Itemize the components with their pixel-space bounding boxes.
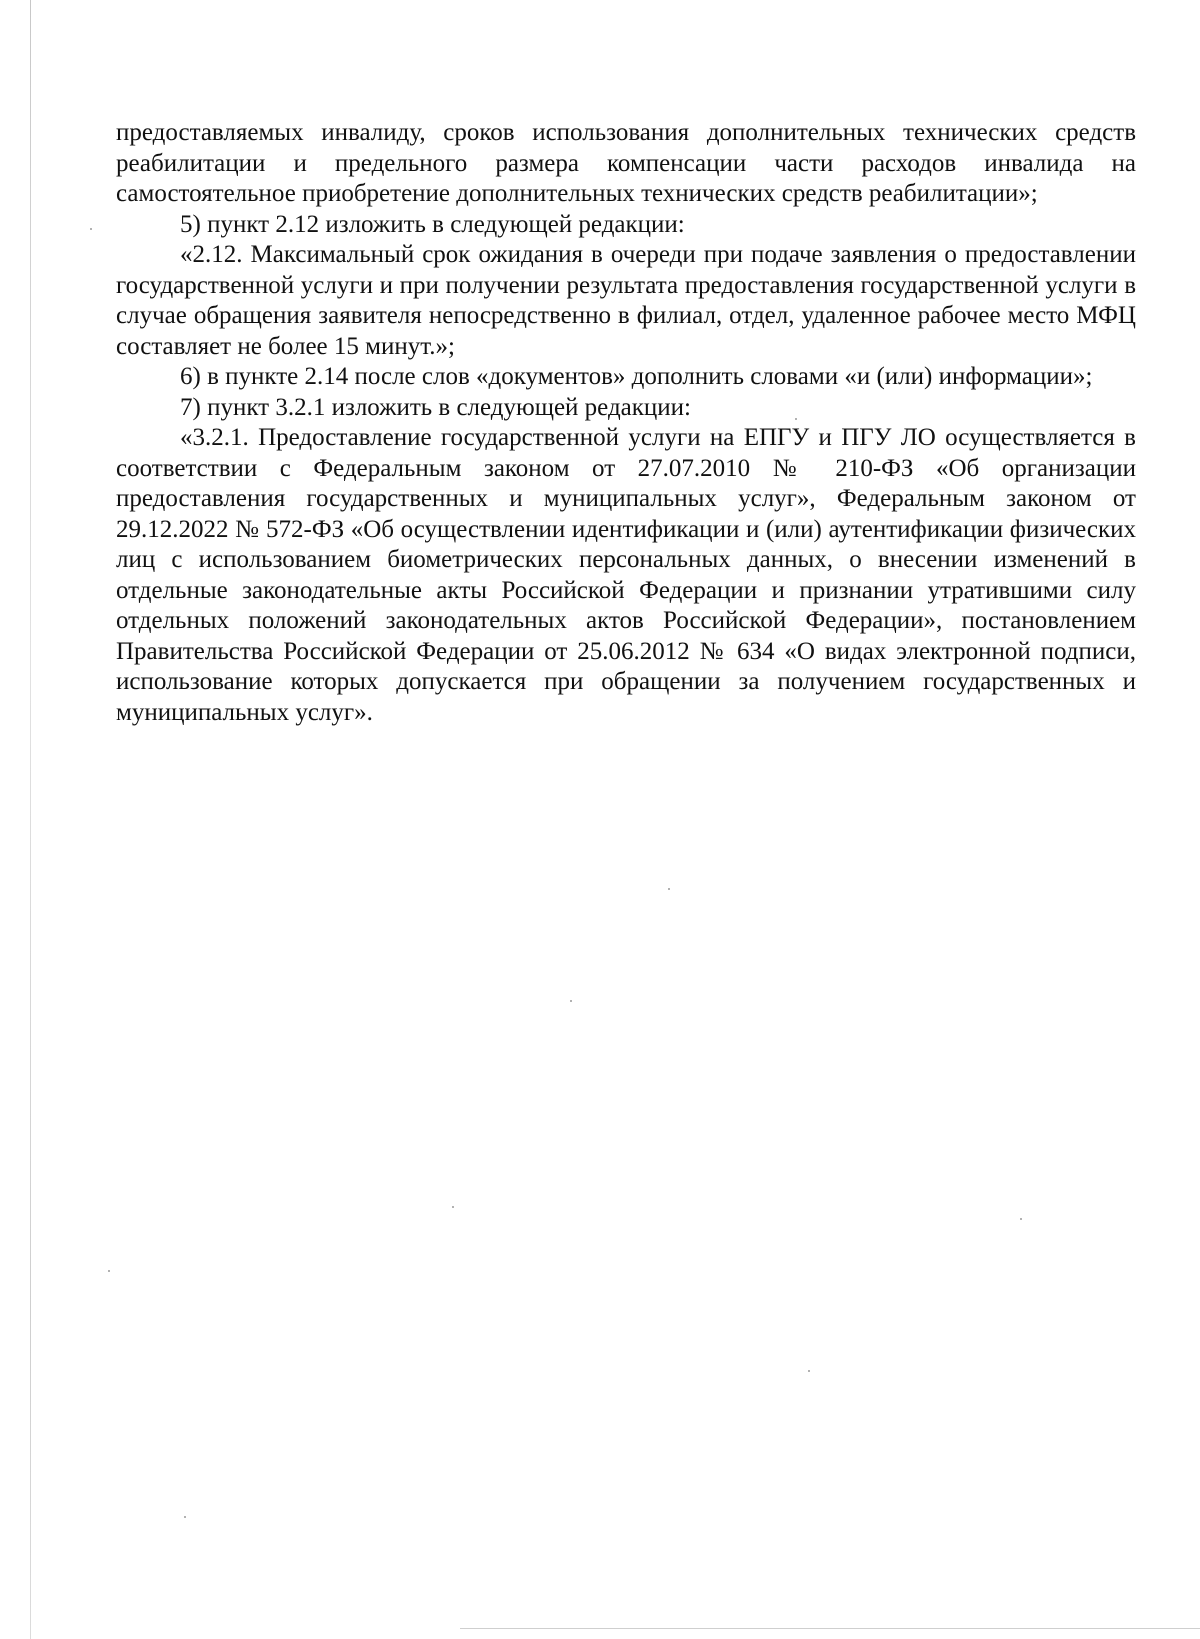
item-6: 6) в пункте 2.14 после слов «документов» дополнить словами «и (или) информации»; xyxy=(180,363,1093,390)
scan-speck xyxy=(668,888,670,890)
item-5: 5) пункт 2.12 изложить в следующей редакции: xyxy=(180,210,685,238)
scan-speck xyxy=(108,1270,110,1272)
item-7: 7) пункт 3.2.1 изложить в следующей редакции: xyxy=(180,393,691,421)
quoted-clause-2-12: «2.12. Максимальный срок ожидания в очереди при подаче заявления о предоставлении государственной услуги и при получении результата предоставления государственной услуги в случае обращения заявителя непосредственно в филиал, отдел, удаленное рабочее место МФЦ составляет не более 15 минут.»; xyxy=(116,241,1136,360)
paragraph-continuation: предоставляемых инвалиду, сроков использования дополнительных технических средств реабилитации и предельного размера компенсации части расходов инвалида на самостоятельное приобретение дополнительных технических средств реабилитации»; xyxy=(116,119,1136,207)
scan-speck xyxy=(1020,1218,1022,1220)
scan-speck xyxy=(808,1370,810,1372)
document-body xyxy=(116,118,1136,728)
scan-speck xyxy=(452,1206,454,1208)
scan-speck xyxy=(90,228,92,230)
quoted-clause-3-2-1: «3.2.1. Предоставление государственной услуги на ЕПГУ и ПГУ ЛО осуществляется в соответствии с Федеральным законом от 27.07.2010 № 210-ФЗ «Об организации предоставления государственных и муниципальных услуг», Федеральным законом от 29.12.2022 № 572-ФЗ «Об осуществлении идентификации и (или) аутентификации физических лиц с использованием биометрических персональных данных, о внесении изменений в отдельные законодательные акты Российской Федерации и признании утратившими силу отдельных положений законодательных актов Российской Федерации», постановлением Правительства Российской Федерации от 25.06.2012 № 634 «О видах электронной подписи, использование которых допускается при обращении за получением государственных и муниципальных услуг». xyxy=(116,424,1136,726)
scan-speck xyxy=(570,1000,572,1002)
scan-edge-left xyxy=(30,0,31,1639)
scan-edge-bottom xyxy=(460,1628,1200,1629)
scan-speck xyxy=(184,1516,186,1518)
